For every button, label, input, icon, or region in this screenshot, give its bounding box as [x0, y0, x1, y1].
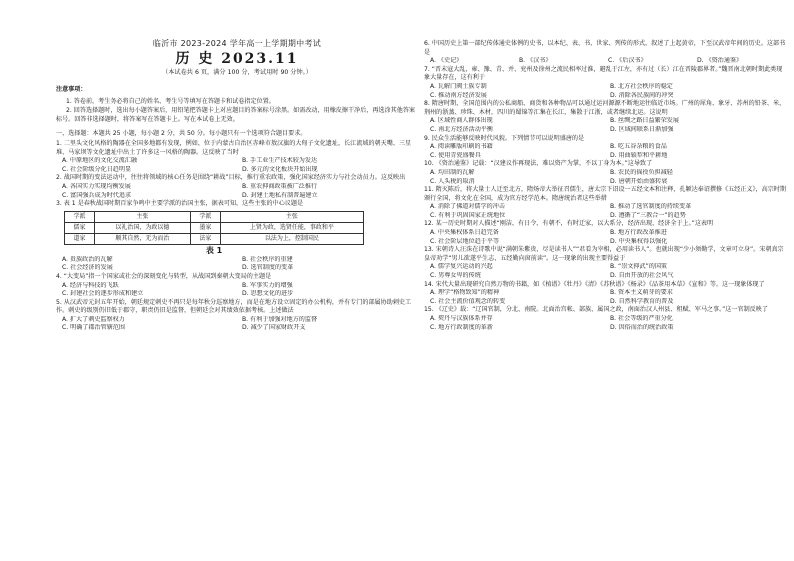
- answer-option: D. 封建土地私有制普遍建立: [242, 191, 318, 199]
- options-group: [424, 203, 786, 220]
- answer-option: D. 自由开放的社会风气: [610, 272, 674, 280]
- answer-option: D. 思想文化的进步: [242, 290, 294, 298]
- question-stem: 13. 宋朝诗人汪洙在诗歌中说“满朝朱紫贵，尽是读书人”“君看为宰相，必用读书人”。也就出现“少小须勤学，文章可立身”。宋朝真宗皇帝劝学“男儿欲遂平生志，五经勤向窗前读”。这一现象的出现主要得益于: [424, 246, 784, 262]
- answer-option: B. 有利于加强对地方的监督: [242, 315, 318, 323]
- answer-option: C. 社会主流价值观念的转变: [430, 297, 506, 305]
- options-group: [424, 143, 786, 160]
- table-cell: 主张: [94, 211, 190, 222]
- question-stem: 2. 战国时期的变法运动中，往往将领域的核心任务是围绕“耕战”目标，推行重农政策，强化国家经济实力与社会动员力。这反映出: [56, 174, 406, 182]
- notice-item: 2. 回答选择题时，选出每小题答案后，用铅笔把答题卡上对应题目的答案标号涂黑。如需改动，用橡皮擦干净后，再选涂其他答案标号。回答非选择题时，将答案写在答题卡上。写在本试卷上无效。: [56, 107, 416, 123]
- answer-option: D. 唐朝开始由盛转衰: [610, 177, 668, 185]
- options-group: [424, 229, 786, 246]
- answer-option: D. 区域间联系日渐加强: [610, 125, 674, 133]
- question-stem: 4. “大变局”指一个国家或社会的深刻变化与转型，从战国到秦朝大变局的主题是: [56, 272, 272, 280]
- right-question-list: [424, 40, 786, 332]
- question: [56, 200, 418, 273]
- answer-option: C. 明确了郡治管辖范围: [62, 324, 125, 332]
- answer-option: D. 减少了国家财政开支: [242, 324, 306, 332]
- answer-option: A. 扩大了刺史监察权力: [62, 315, 125, 323]
- question-stem: 5. 从汉武帝元封五年开始，朝廷规定刺史不再只是每年秋分巡察地方，而是在地方设立固定的办公机构，并有专门的部属协助刺史工作。刺史的级别仍旧低于郡守，职责仍旧是监督，但朝廷会对其绩效依据考核。上述做法: [56, 298, 412, 315]
- question-stem: 12. 某一历史时期对人描述“刚洁、有日令、有朝不，有时迁家，以大系分，经济出现，经济全于上。”这表明: [424, 220, 714, 228]
- question: [424, 246, 786, 280]
- table-cell: 儒家: [65, 222, 95, 233]
- answer-option: A. 中央集权体系日趋完备: [430, 229, 499, 237]
- answer-option: D. 用曲辕犁和平耕地: [610, 151, 668, 159]
- answer-option: A. 中原地区的文化交流汇融: [62, 157, 137, 165]
- question-stem: 3. 表 1 是春秋战国时期百家争鸣中主要学派的治国主张，据表可知，这些主张的中心议题是: [56, 200, 304, 208]
- options-group: [424, 315, 786, 332]
- answer-option: D. 中央集权得以强化: [610, 237, 668, 245]
- answer-option: B. 社会秩序的重建: [242, 255, 293, 263]
- question: [424, 306, 786, 332]
- answer-option: C. 社会阶级分化日趋明显: [62, 165, 132, 173]
- answer-option: A. 消除了佛道对儒学的冲击: [430, 203, 505, 211]
- question: [56, 273, 418, 299]
- subject-title: 历 史 2023.11: [175, 51, 299, 67]
- answer-option: A. 经济与科技的飞跃: [62, 281, 119, 289]
- answer-option: A. 《史记》: [430, 57, 463, 65]
- answer-option: C. 《后汉书》: [608, 57, 647, 65]
- answer-option: C. 男尊女卑的传统: [430, 272, 481, 280]
- answer-option: C. 有利于巩固国家正统地位: [430, 211, 506, 219]
- table-cell: 以法为上，控制国民: [220, 233, 363, 244]
- table-cell: 主张: [220, 211, 363, 222]
- question: [56, 174, 418, 200]
- answer-option: C. 人头税的取消: [430, 177, 475, 185]
- table-row: [65, 211, 364, 222]
- question-stem: 10. 《资治通鉴》记载：“汉建议作再现法，难以资产为掌，不以丁身为本。”这导致了: [424, 160, 653, 168]
- table-caption: 表 1: [205, 245, 223, 255]
- answer-option: A. 阅读雕版印刷的书籍: [430, 143, 493, 151]
- options-group: [424, 83, 786, 100]
- right-column: [424, 40, 786, 332]
- exam-info: （本试卷共 6 页，满分 100 分，考试用时 90 分钟。）: [162, 69, 312, 76]
- table-cell: 以礼治国，为政以德: [94, 222, 190, 233]
- answer-option: C. 社会经济的发展: [62, 264, 113, 272]
- answer-option: D. 消除各民族间的冲突: [610, 91, 674, 99]
- answer-option: D. 《资治通鉴》: [697, 57, 743, 65]
- answer-option: C. 使用青瓷盛餐具: [430, 151, 481, 159]
- table-cell: 墨家: [190, 222, 220, 233]
- answer-option: B. 社会等级的严重分化: [610, 315, 673, 322]
- title-block: [56, 38, 418, 78]
- answer-option: A. 贵族政治的瓦解: [62, 255, 113, 263]
- answer-option: B. “崇文抑武”的国策: [610, 263, 668, 271]
- options-group: [56, 157, 418, 174]
- question-stem: 11. 隋灭陈后，将大量士人迁至北方，隋炀帝大举征召儒生，唐太宗下诏设一五经文本和注释，孔颖达奉诏撰修《五经正义》，高宗时期颁行全国，将文化在全国，成为官方经学范本。隋唐统治者这些举措: [424, 186, 787, 202]
- answer-option: B. 手工业生产技术较为发达: [242, 157, 318, 165]
- answer-option: D. 因俗而治的统治政策: [610, 323, 674, 331]
- table-cell: 道家: [65, 233, 95, 244]
- answer-option: C. 社会阶层地位趋于平等: [430, 237, 500, 245]
- table-cell: 学派: [190, 211, 220, 222]
- answer-option: B. 地方行政改革推进: [610, 229, 667, 237]
- answer-option: A. 各国实力实现均衡发展: [62, 182, 131, 190]
- options-group: [424, 57, 786, 66]
- options-group: [424, 289, 786, 306]
- table-cell: 上贤为政，选贤任能，事政和平: [220, 222, 363, 233]
- answer-option: B. 吃五谷杂粮的食品: [610, 143, 667, 151]
- notice-item: 1. 答卷前，考生务必将自己的姓名、考生号等填写在答题卡和试卷指定位置。: [66, 97, 275, 105]
- notice-section: [56, 86, 418, 124]
- question: [56, 140, 418, 174]
- answer-option: A. 均田制的瓦解: [430, 168, 475, 176]
- answer-option: B. 丝绸之路日益繁荣发展: [610, 117, 679, 125]
- question-stem: 6. 中国历史上第一部纪传体通史体例的史书，以本纪、表、书、世家、列传的形式，叙述了上起黄帝，下至汉武帝年间的历史。这部书是: [424, 40, 786, 56]
- table-row: [65, 222, 364, 233]
- options-group: [424, 117, 786, 134]
- answer-option: B. 《汉书》: [519, 57, 552, 65]
- question: [424, 186, 786, 220]
- table-cell: 法家: [190, 233, 220, 244]
- table-row: [65, 233, 364, 244]
- answer-option: B. 军事实力的增强: [242, 281, 293, 289]
- options-group: [56, 282, 418, 299]
- question: [424, 66, 786, 100]
- question: [424, 40, 786, 66]
- answer-option: C. 封建社会的逐步形成和建立: [62, 290, 144, 298]
- question-stem: 14. 宋代大量出现研究自然万物的书籍，如《植谱》《牡丹》《清》《苏秋谱》《杨录》《品茶用本草》《宣和》等。这一现象体现了: [424, 280, 765, 288]
- answer-option: A. 儒学复兴运动的兴起: [430, 263, 493, 271]
- answer-option: A. 契丹与汉族体系并存: [430, 315, 493, 322]
- question-stem: 8. 隋唐时期，全国范围内的公私商船、商货和各种物品可以通过运河源源不断地运往临近市场。广州的犀角、象牙、苏州的铅茶、米，荆州的浙蒸、珍珠、木材，四川的蜀锦等汇集在长江，集散于江浙，或者继续北运。这说明: [424, 100, 786, 116]
- exam-title: 临沂市 2023-2024 学年高一上学期期中考试: [152, 39, 322, 48]
- answer-option: B. 北方社会秩序的稳定: [610, 82, 673, 90]
- answer-option: A. 理学“格物致知”的精神: [430, 289, 500, 297]
- question-stem: 7. “晋末寇大乱，雍、豫、青、并、兖州及徐州之流民相率过淮，避乱于江左，亦有过（长）江在晋陵郡界者。”魏晋南北朝时期此类现象大量存在，这有利于: [424, 65, 783, 82]
- answer-option: C. 南北方经济活动平衡: [430, 125, 493, 133]
- notice-heading: 注意事项：: [56, 86, 87, 93]
- answer-option: B. 重农抑商政策被广泛推行: [242, 182, 318, 190]
- question-stem: 1. 二里头文化风格的陶器在全国多地都有发现，例如，位于内蒙古自治区赤峰市敖汉旗的大甸子文化遗址，长江流域的朝天嘴、三星堆、马家坝等文化遗址中出土了许多这一风格的陶器。这反映了当时: [56, 139, 412, 156]
- question: [424, 100, 786, 134]
- answer-option: C. 富国强兵成为时代追求: [62, 191, 132, 199]
- data-table: [64, 211, 364, 245]
- options-group: [56, 183, 418, 200]
- options-group: [424, 169, 786, 186]
- question: [424, 135, 786, 161]
- answer-option: C. 推动南方经济发展: [430, 91, 487, 99]
- options-group: [56, 256, 418, 273]
- section-heading: 一、选择题：本题共 25 小题，每小题 2 分，共 50 分。每小题只有一个选项符合题目要求。: [56, 130, 307, 138]
- answer-option: A. 区域性商人群体出现: [430, 117, 493, 125]
- question: [424, 160, 786, 186]
- question-stem: 9. 民众生活能够反映时代风貌。下列情节可以说明盛唐的是: [424, 134, 585, 142]
- answer-option: D. 遵循了“三教合一”的趋势: [610, 211, 686, 219]
- answer-option: D. 自然科学教育的普及: [610, 297, 674, 305]
- answer-option: C. 地方行政制度的革新: [430, 323, 493, 331]
- table-cell: 学派: [65, 211, 95, 222]
- left-column: [56, 38, 418, 333]
- answer-option: B. 农民的徭役负担减轻: [610, 168, 673, 176]
- answer-option: D. 多元的文化板块开始出现: [242, 165, 318, 173]
- question-stem: 15. 《辽史》载：“辽国官制，分北、南院。北面治宫帐、部族、属国之政，南面治汉人州县、租赋、军马之事。”这一官制反映了: [424, 306, 768, 314]
- answer-option: B. 资本主义萌芽的要求: [610, 289, 673, 297]
- left-question-list: [56, 140, 418, 333]
- answer-option: A. 瓦解门阀士族专制: [430, 82, 487, 90]
- table-cell: 顺其自然，无为而治: [94, 233, 190, 244]
- answer-option: D. 选官制度的变革: [242, 264, 294, 272]
- question: [56, 299, 418, 333]
- options-group: [56, 316, 418, 333]
- question: [424, 281, 786, 307]
- answer-option: B. 推动了选官制度的持续变革: [610, 203, 692, 211]
- options-group: [424, 263, 786, 280]
- question: [424, 220, 786, 246]
